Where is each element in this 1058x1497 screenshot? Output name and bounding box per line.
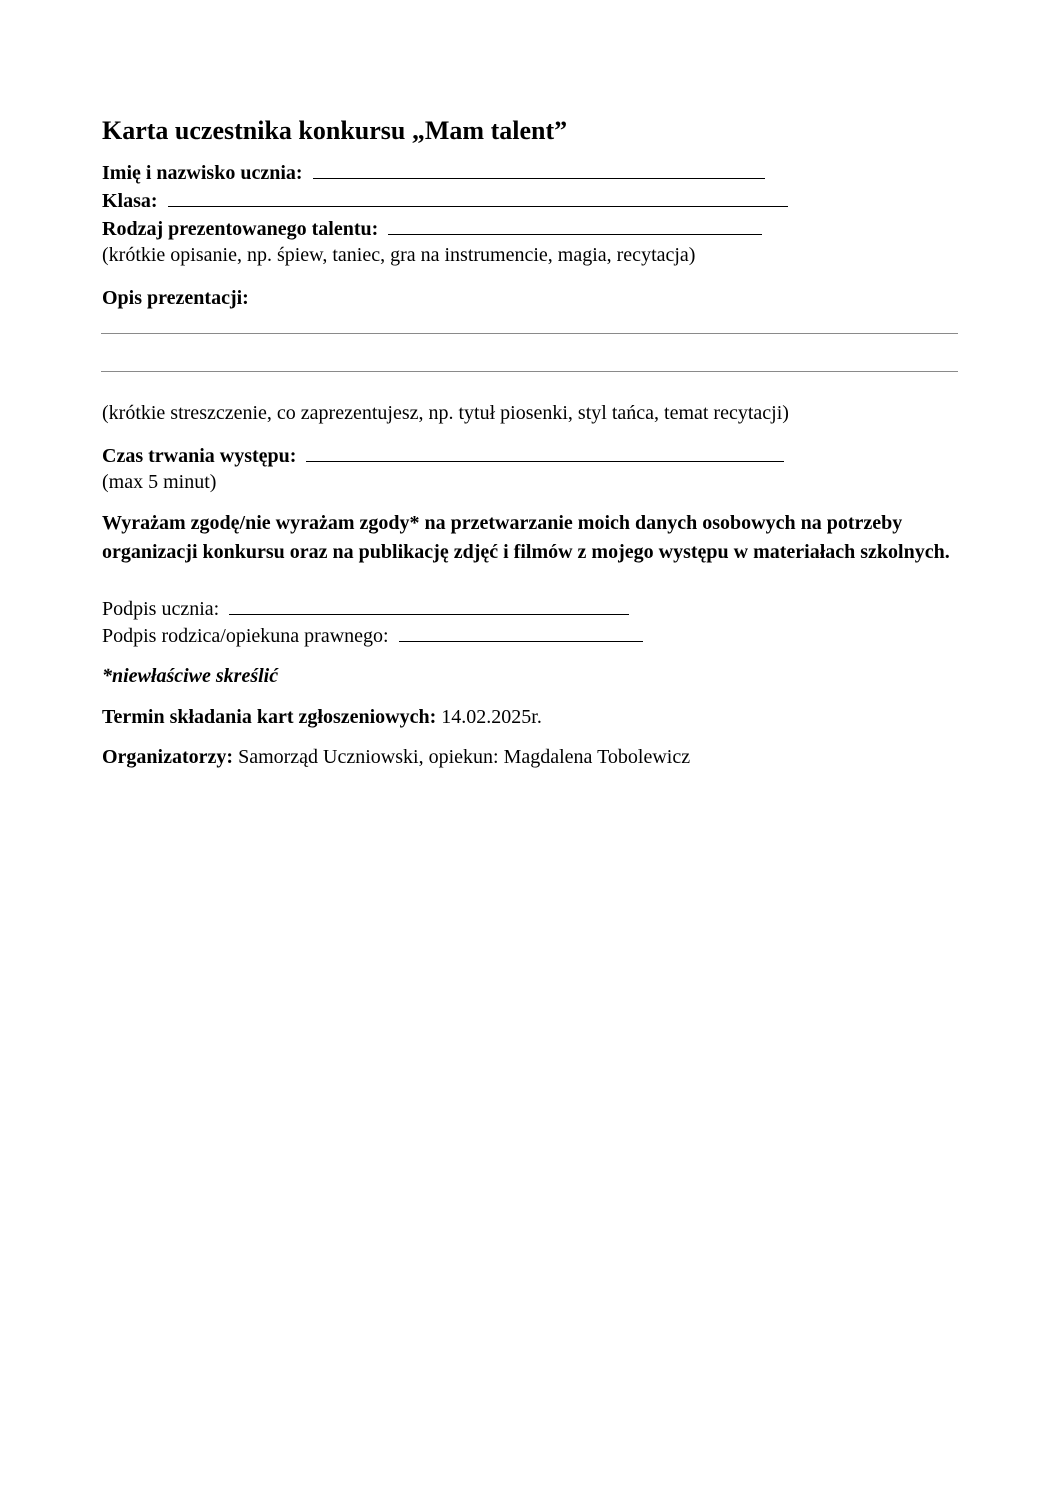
name-row	[102, 160, 765, 185]
talent-row	[102, 216, 762, 241]
duration-label: Czas trwania występu:	[102, 445, 297, 467]
description-line-2[interactable]	[101, 371, 958, 372]
deadline-row	[102, 705, 542, 729]
description-line-1[interactable]	[101, 333, 958, 334]
footnote: *niewłaściwe skreślić	[102, 665, 279, 687]
student-signature-field[interactable]	[229, 596, 629, 615]
deadline-value: 14.02.2025r.	[436, 706, 542, 728]
consent-text: Wyrażam zgodę/nie wyrażam zgody* na przetwarzanie moich danych osobowych na potrzeby organizacji konkursu oraz na publikację zdjęć i filmów z mojego występu w materiałach szkolnych.	[102, 512, 950, 563]
description-label: Opis prezentacji:	[102, 287, 249, 309]
duration-hint: (max 5 minut)	[102, 471, 217, 493]
parent-signature-label: Podpis rodzica/opiekuna prawnego:	[102, 625, 389, 647]
talent-hint: (krótkie opisanie, np. śpiew, taniec, gra na instrumencie, magia, recytacja)	[102, 244, 696, 266]
student-signature-row	[102, 596, 629, 621]
talent-label: Rodzaj prezentowanego talentu:	[102, 218, 379, 240]
organizers-label: Organizatorzy:	[102, 746, 234, 768]
duration-row	[102, 443, 784, 468]
student-signature-label: Podpis ucznia:	[102, 598, 220, 620]
parent-signature-field[interactable]	[399, 623, 643, 642]
class-label: Klasa:	[102, 190, 158, 212]
organizers-value: Samorząd Uczniowski, opiekun: Magdalena Tobolewicz	[233, 746, 691, 768]
name-field[interactable]	[313, 160, 765, 179]
description-hint: (krótkie streszczenie, co zaprezentujesz, np. tytuł piosenki, styl tańca, temat recytacji)	[102, 402, 789, 424]
class-field[interactable]	[168, 188, 788, 207]
page-title: Karta uczestnika konkursu „Mam talent”	[102, 116, 568, 145]
name-label: Imię i nazwisko ucznia:	[102, 162, 303, 184]
parent-signature-row	[102, 623, 643, 648]
deadline-label: Termin składania kart zgłoszeniowych:	[102, 706, 437, 728]
organizers-row	[102, 745, 690, 769]
talent-field[interactable]	[388, 216, 762, 235]
duration-field[interactable]	[306, 443, 784, 462]
class-row	[102, 188, 788, 213]
